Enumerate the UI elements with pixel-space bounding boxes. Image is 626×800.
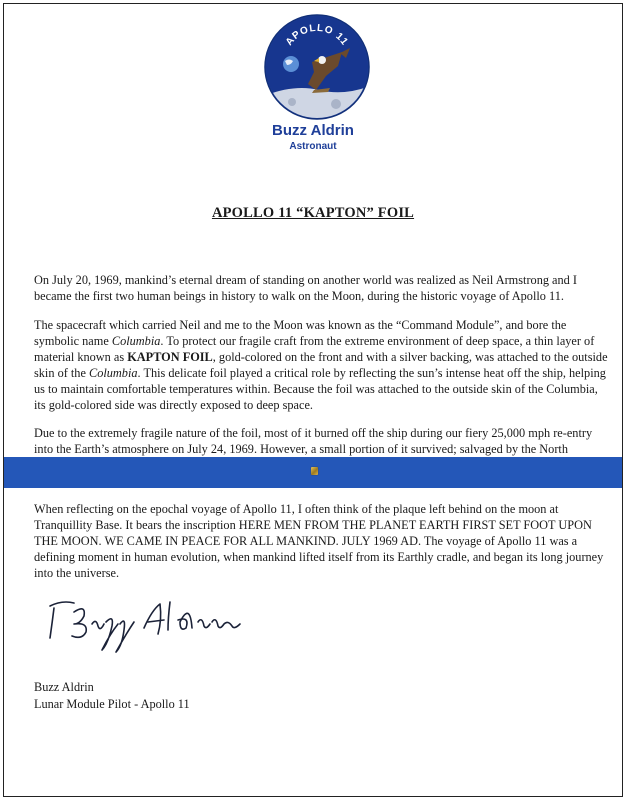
signer-role: Lunar Module Pilot - Apollo 11 (34, 697, 190, 711)
columbia-name: Columbia (111, 334, 161, 348)
letterhead-title: Astronaut (289, 141, 337, 152)
paragraph-reentry: Due to the extremely fragile nature of the foil, most of it burned off the ship during our fiery 25,000 mph re-entry into the Earth’s atmosphere on July 24, 1969. However, a small portion of it survived; salvaged by the North (34, 425, 608, 473)
paragraph-reflection: When reflecting on the epochal voyage of Apollo 11, I often think of the plaque left behind on the moon at Tranquillity Base. It bears the inscription HERE MEN FROM THE PLANET EARTH FIRST SET FOOT UPON THE MOON. WE CAME IN PEACE FOR ALL MANKIND. JULY 1969 AD. The voyage of Apollo 11 was a defining moment in human evolution, when mankind lifted itself from its Earthly cradle, and began its long journey into the universe. (34, 502, 604, 580)
signature-text: Buzz Aldrin (40, 594, 45, 595)
kapton-foil-sample (311, 467, 318, 475)
signature (40, 594, 255, 654)
signer-name: Buzz Aldrin (34, 680, 94, 694)
paragraph-spacecraft: The spacecraft which carried Neil and me to the Moon was known as the “Command Module”, and bore the symbolic name Columbia. To protect our fragile craft from the extreme environment of deep space, a thin layer of material known as KAPTON FOIL, gold-colored on the front and with a silver backing, was attached to the outside skin of the Columbia. This delicate foil played a critical role by reflecting the sun’s intense heat off the ship, helping us to maintain comfortable temperatures within. Because the foil was attached to the outside skin of the Columbia, its gold-colored side was directly exposed to deep space. (34, 318, 608, 412)
emblem-text: APOLLO 11 (283, 22, 351, 48)
document-page (3, 3, 623, 797)
letterhead-name: Buzz Aldrin (272, 122, 354, 139)
kapton-foil-label: KAPTON FOIL (127, 350, 213, 364)
paragraph-intro: On July 20, 1969, mankind’s eternal dream of standing on another world was realized as Neil Armstrong and I became the first two human beings in history to walk on the Moon, during the historic voyage of Apollo 11. (34, 273, 577, 303)
document-title: APOLLO 11 “KAPTON” FOIL (211, 205, 415, 221)
columbia-name-2: Columbia (89, 366, 138, 380)
apollo-11-emblem (264, 14, 370, 120)
